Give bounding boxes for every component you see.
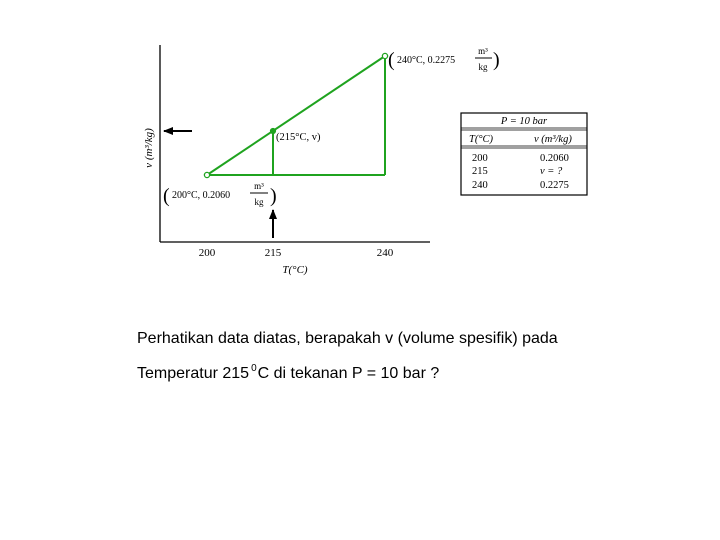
point-label-215: (215°C, v) [276,132,321,143]
table-cell-volume: 0.2275 [540,180,569,191]
data-point-200 [204,172,209,177]
table-cell-temperature: 240 [472,180,488,191]
question-text-before: Temperatur 215 [137,365,250,382]
question-line-2 [137,363,439,383]
y-axis-label: v (m³/kg) [143,128,155,168]
data-point-215 [270,128,275,133]
table-cell-temperature: 200 [472,153,488,164]
x-tick-label: 215 [264,247,282,259]
data-table [461,113,587,195]
table-cell-temperature: 215 [472,166,488,177]
x-tick-label: 200 [198,247,216,259]
table-cell-volume: v = ? [540,166,563,177]
x-axis-label: T(°C) [282,264,308,276]
point-label-200: 200°C, 0.2060 [172,190,231,201]
unit-numerator: m³ [254,181,264,191]
paren-close: ) [493,49,500,71]
table-header-temperature: T(°C) [469,134,494,145]
point-label-240: 240°C, 0.2275 [397,55,456,66]
unit-denominator: kg [478,62,488,72]
degree-superscript: 0 [251,363,257,374]
question-line-1: Perhatikan data diatas, berapakah v (volume spesifik) pada [137,330,558,347]
table-header-volume: v (m³/kg) [534,134,572,145]
x-tick-label: 240 [376,247,394,259]
unit-denominator: kg [254,197,264,207]
table-cell-volume: 0.2060 [540,153,569,164]
paren-open: ( [163,185,170,207]
unit-numerator: m³ [478,46,488,56]
data-point-240 [382,53,387,58]
table-pressure-header: P = 10 bar [500,116,548,127]
paren-close: ) [270,185,277,207]
interpolation-line [207,56,385,175]
question-text-after: C di tekanan P = 10 bar ? [257,365,440,382]
paren-open: ( [388,49,395,71]
